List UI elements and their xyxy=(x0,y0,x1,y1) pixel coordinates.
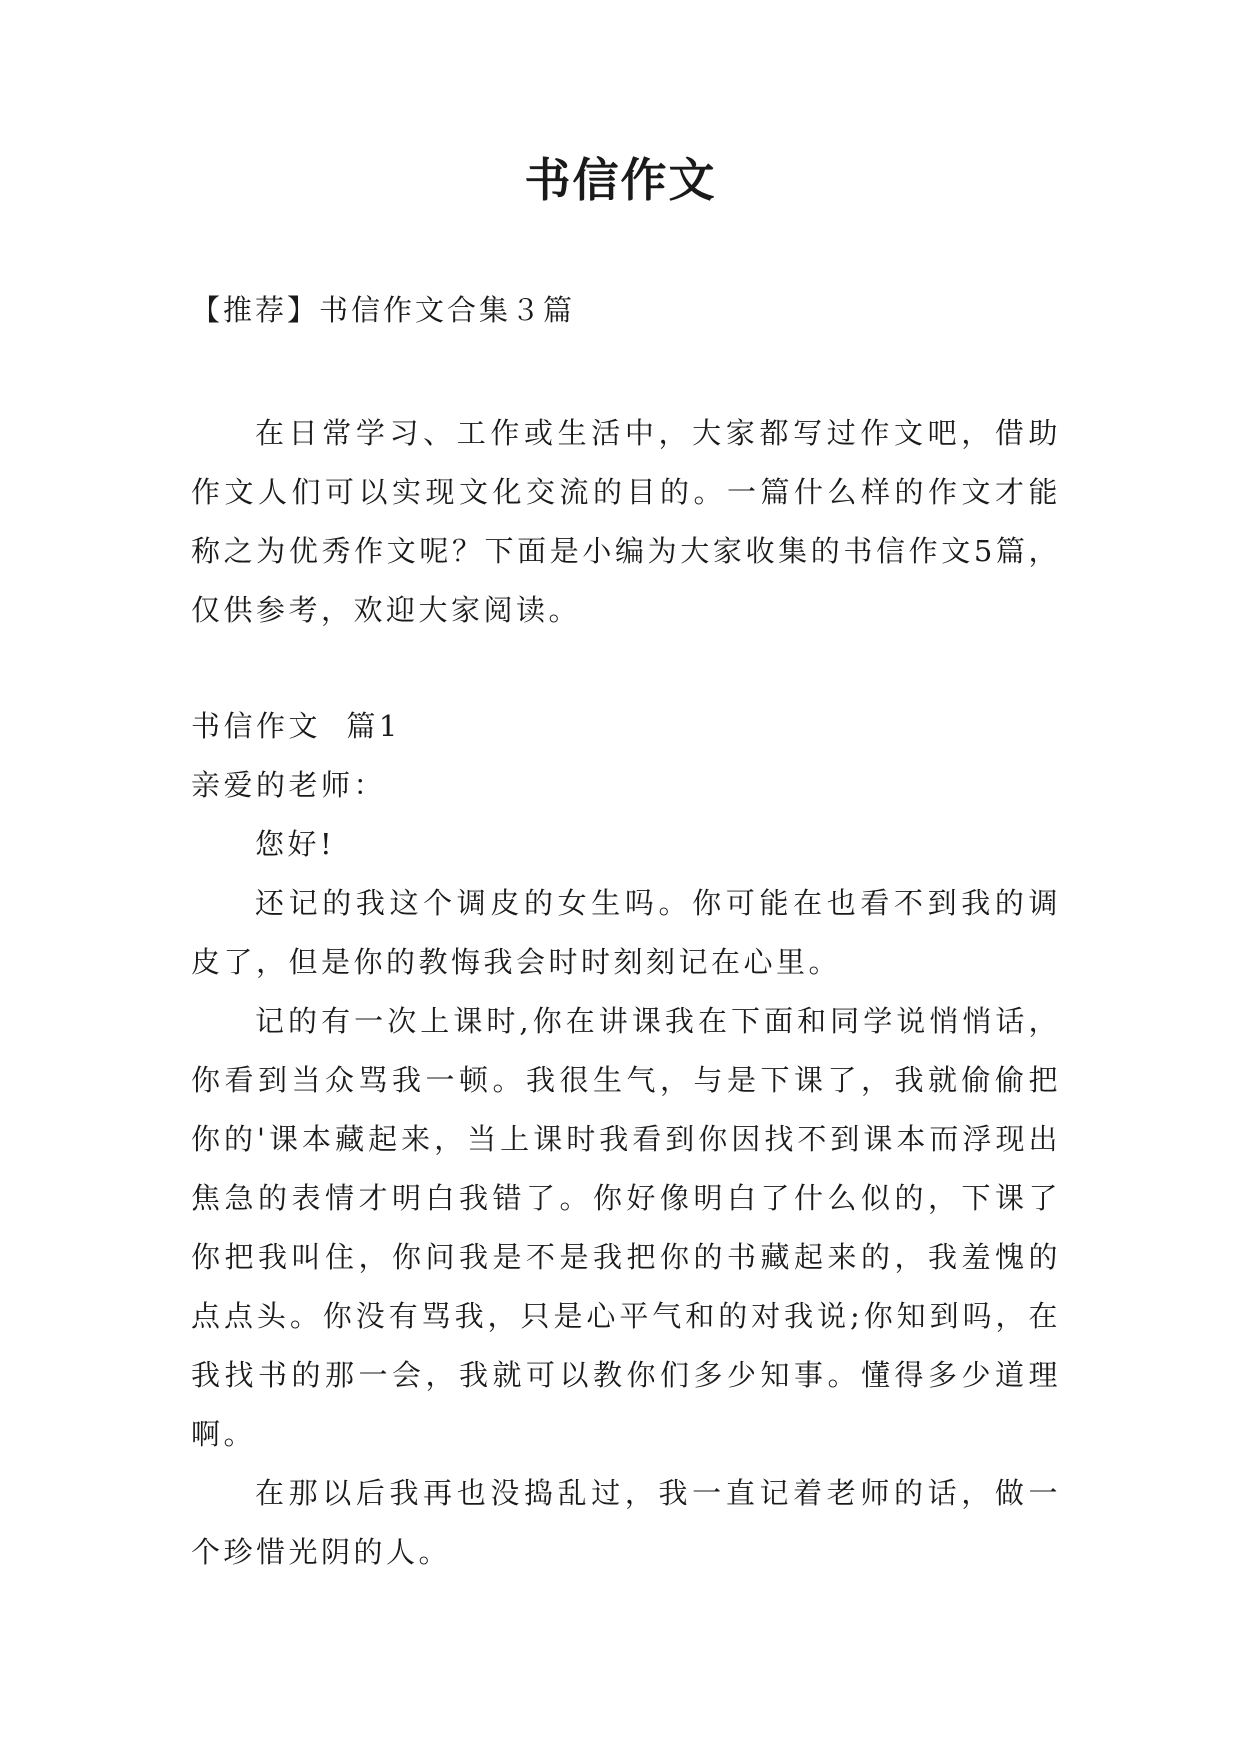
letter-paragraph: 还记的我这个调皮的女生吗。你可能在也看不到我的调皮了，但是你的教悔我会时时刻刻记在心里。 xyxy=(191,886,1061,979)
letter-salutation: 亲爱的老师： xyxy=(191,768,387,802)
document-subtitle: 【推荐】书信作文合集３篇 xyxy=(191,293,576,327)
intro-section xyxy=(191,404,1061,640)
letter-greeting: 您好! xyxy=(255,827,336,861)
essay-heading: 书信作文 篇1 xyxy=(191,709,401,743)
page-title: 书信作文 xyxy=(524,153,717,207)
essay-section xyxy=(191,697,1061,1582)
letter-paragraph: 在那以后我再也没捣乱过，我一直记着老师的话，做一个珍惜光阴的人。 xyxy=(191,1476,1061,1569)
intro-paragraph: 在日常学习、工作或生活中，大家都写过作文吧，借助作文人们可以实现文化交流的目的。一篇什么样的作文才能称之为优秀作文呢？下面是小编为大家收集的书信作文5篇，仅供参考，欢迎大家阅读。 xyxy=(191,416,1061,627)
letter-paragraph: 记的有一次上课时,你在讲课我在下面和同学说悄悄话，你看到当众骂我一顿。我很生气，与是下课了，我就偷偷把你的'课本藏起来，当上课时我看到你因找不到课本而浮现出焦急的表情才明白我错了。你好像明白了什么似的，下课了你把我叫住，你问我是不是我把你的书藏起来的，我羞愧的点点头。你没有骂我，只是心平气和的对我说;你知到吗，在我找书的那一会，我就可以教你们多少知事。懂得多少道理啊。 xyxy=(191,1004,1061,1451)
